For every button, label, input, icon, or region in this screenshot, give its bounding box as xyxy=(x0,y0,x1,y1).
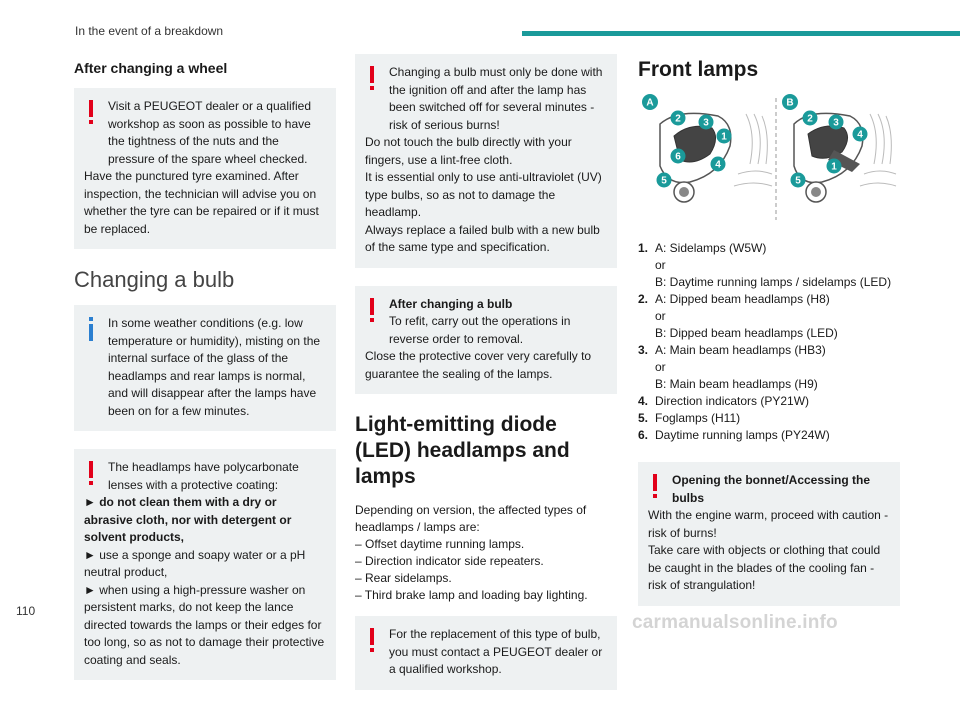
info-icon xyxy=(86,317,96,343)
list-item: 6. Daytime running lamps (PY24W) xyxy=(638,428,830,442)
header-accent-bar xyxy=(522,31,960,36)
bonnet-text-2: Take care with objects or clothing that could be caught in the blades of the cooling fan - risk of strangulation! xyxy=(648,543,881,592)
after-wheel-title: After changing a wheel xyxy=(74,60,228,76)
after-wheel-warning-box xyxy=(74,88,336,249)
led-item: – Rear sidelamps. xyxy=(355,571,452,585)
polycarbonate-text-1: The headlamps have polycarbonate lenses with a protective coating: xyxy=(108,460,299,492)
changing-bulb-title: Changing a bulb xyxy=(74,267,235,292)
warning-icon xyxy=(367,628,377,654)
warning-icon xyxy=(650,474,660,500)
list-item: 2. A: Dipped beam headlamps (H8) xyxy=(638,292,830,306)
polycarbonate-bullet-3: ► when using a high-pressure washer on persistent marks, do not keep the lance directed towards the lamps or their edges for too long, so as not to damage their protective coating and seals. xyxy=(84,582,325,667)
right-callout-3: 3 xyxy=(833,117,839,129)
bonnet-title: Opening the bonnet/Accessing the bulbs xyxy=(672,473,871,505)
polycarbonate-warning-box xyxy=(74,449,336,680)
bonnet-warning-box xyxy=(638,462,900,606)
right-grille xyxy=(860,114,896,186)
polycarbonate-bullet-2: ► use a sponge and soapy water or a pH neutral product, xyxy=(84,547,306,579)
column-1 xyxy=(74,54,336,698)
right-foglamp-center xyxy=(811,187,821,197)
led-item: – Offset daytime running lamps. xyxy=(355,537,525,551)
warning-icon xyxy=(367,298,377,324)
warning-icon xyxy=(86,100,96,126)
left-callout-3: 3 xyxy=(703,117,709,129)
watermark: carmanualsonline.info xyxy=(632,612,838,633)
ignition-text-2: Do not touch the bulb directly with your fingers, use a lint-free cloth. xyxy=(365,135,572,167)
list-item-b: B: Main beam headlamps (H9) xyxy=(655,377,818,391)
left-callout-1: 1 xyxy=(721,131,727,143)
after-wheel-text-2: Have the punctured tyre examined. After inspection, the technician will advise you on whether the tyre can be repaired or if it must be replaced. xyxy=(84,169,319,236)
led-warning-box xyxy=(355,616,617,690)
right-callout-5: 5 xyxy=(795,175,801,187)
right-callout-1: 1 xyxy=(831,161,837,173)
front-lamps-diagram xyxy=(638,94,900,224)
section-header: In the event of a breakdown xyxy=(75,24,224,38)
page-number: 110 xyxy=(16,604,36,618)
led-item: – Third brake lamp and loading bay lighting. xyxy=(355,588,588,602)
ignition-warning-box xyxy=(355,54,617,268)
after-wheel-text-1: Visit a PEUGEOT dealer or a qualified workshop as soon as possible to have the tightness of the nuts and the pressure of the spare wheel checked. xyxy=(108,99,311,166)
bonnet-text-1: With the engine warm, proceed with caution - risk of burns! xyxy=(648,508,889,540)
after-bulb-text-1: To refit, carry out the operations in reverse order to removal. xyxy=(389,314,571,346)
warning-icon xyxy=(86,461,96,487)
front-lamps-illustration xyxy=(638,94,900,224)
right-callout-2: 2 xyxy=(807,113,813,125)
led-warning-text: For the replacement of this type of bulb, you must contact a PEUGEOT dealer or a qualified workshop. xyxy=(389,627,603,676)
list-item: 4. Direction indicators (PY21W) xyxy=(638,394,810,408)
warning-icon xyxy=(367,66,377,92)
list-item-b: B: Daytime running lamps / sidelamps (LED) xyxy=(655,275,892,289)
list-item-or: or xyxy=(655,309,666,323)
list-item: 5. Foglamps (H11) xyxy=(638,411,741,425)
right-callout-4: 4 xyxy=(857,129,863,141)
led-title: Light-emitting diode (LED) headlamps and lamps xyxy=(355,413,570,488)
misting-info-text: In some weather conditions (e.g. low temperature or humidity), misting on the internal surface of the glass of the headlamps and rear lamps is normal, and will disappear after the lamps have been on for a few minutes. xyxy=(108,316,321,418)
front-lamps-title: Front lamps xyxy=(638,58,759,81)
list-item: 3. A: Main beam headlamps (HB3) xyxy=(638,343,826,357)
list-item-or: or xyxy=(655,360,666,374)
label-b: B xyxy=(786,97,794,109)
label-a: A xyxy=(646,97,654,109)
led-item: – Direction indicator side repeaters. xyxy=(355,554,544,568)
list-item: 1. A: Sidelamps (W5W) xyxy=(638,241,767,255)
left-callout-4: 4 xyxy=(715,159,721,171)
bulb-list xyxy=(638,240,900,444)
left-callout-5: 5 xyxy=(661,175,667,187)
ignition-text-3: It is essential only to use anti-ultraviolet (UV) type bulbs, so as not to damage the headlamp. xyxy=(365,170,602,219)
ignition-text-1: Changing a bulb must only be done with the ignition off and after the lamp has been switched off for several minutes - risk of serious burns! xyxy=(389,65,603,132)
polycarbonate-bullet-1: ► do not clean them with a dry or abrasive cloth, nor with detergent or solvent products, xyxy=(84,495,292,544)
after-bulb-title: After changing a bulb xyxy=(389,296,513,311)
list-item-b: B: Dipped beam headlamps (LED) xyxy=(655,326,838,340)
left-callout-2: 2 xyxy=(675,113,681,125)
left-callout-6: 6 xyxy=(675,151,681,163)
column-3 xyxy=(638,54,900,624)
after-bulb-warning-box xyxy=(355,286,617,395)
led-intro xyxy=(355,502,617,604)
left-foglamp-center xyxy=(679,187,689,197)
list-item-or: or xyxy=(655,258,666,272)
left-grille xyxy=(734,114,772,186)
column-2 xyxy=(355,54,617,708)
after-bulb-text-2: Close the protective cover very carefully to guarantee the sealing of the lamps. xyxy=(365,349,592,381)
misting-info-box xyxy=(74,305,336,431)
ignition-text-4: Always replace a failed bulb with a new bulb of the same type and specification. xyxy=(365,222,600,254)
led-intro-text: Depending on version, the affected types of headlamps / lamps are: xyxy=(355,503,587,534)
